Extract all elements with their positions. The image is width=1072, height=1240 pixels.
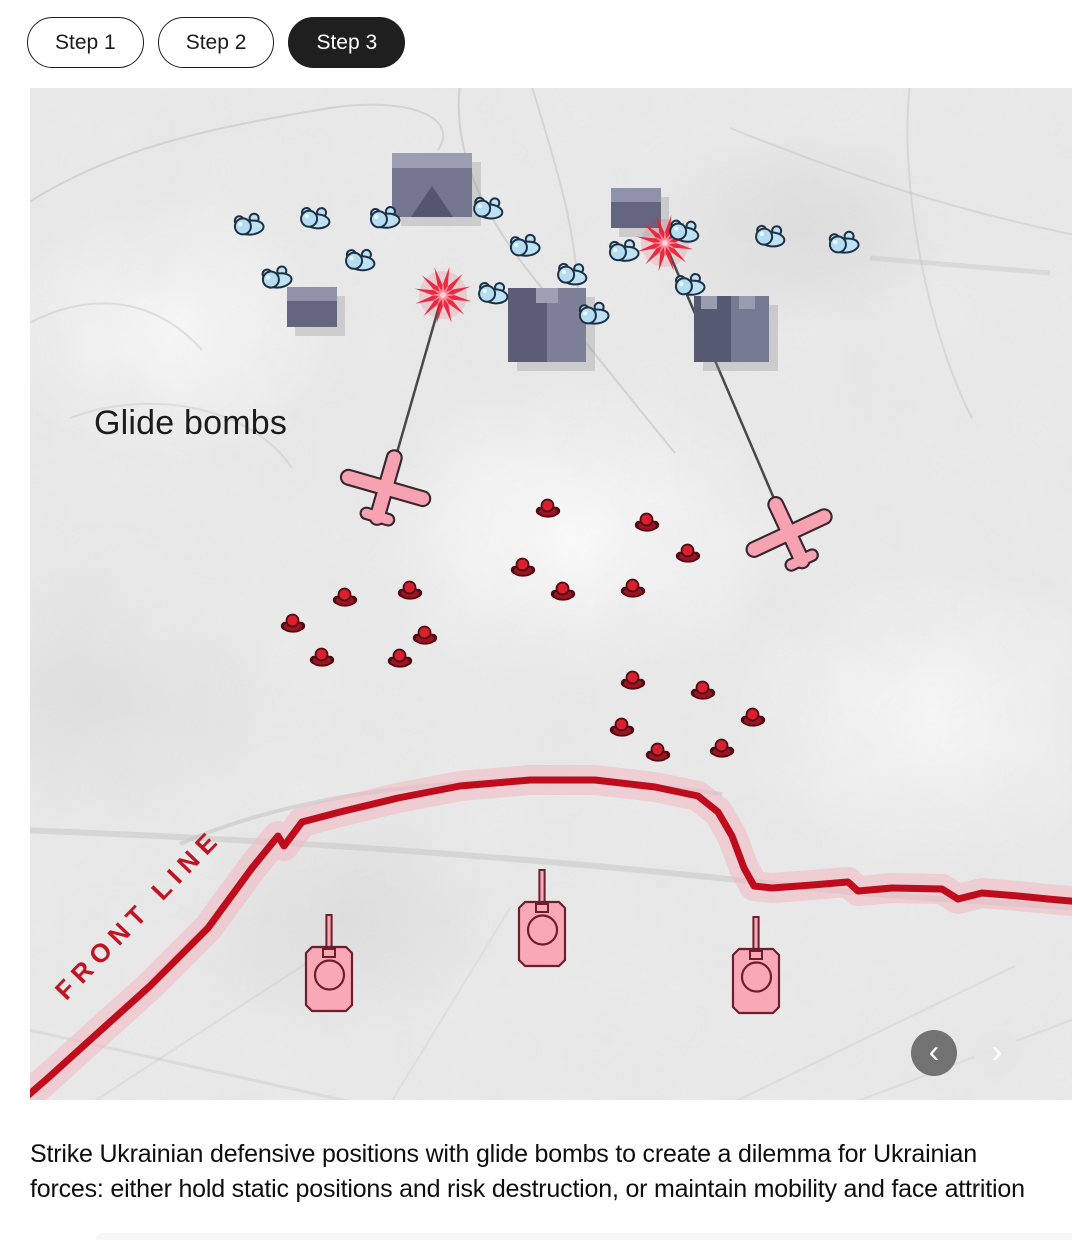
step-1-button[interactable]: Step 1: [27, 17, 144, 68]
building: [392, 153, 481, 226]
front-line-label: FRONT LINE: [48, 822, 228, 1006]
step-selector: [27, 17, 405, 68]
next-figure-peek: [96, 1233, 1072, 1240]
map-graphic: [30, 88, 1072, 1100]
chevron-right-icon: ›: [991, 1033, 1003, 1069]
building: [508, 288, 595, 371]
caption: Strike Ukrainian defensive positions with glide bombs to create a dilemma for Ukrainian forces: either hold static positions and risk destruction, or maintain mobility and face attrition: [30, 1140, 1025, 1203]
glide-bombs-label: Glide bombs: [94, 404, 288, 442]
carousel-prev-button[interactable]: [911, 1030, 957, 1076]
building: [287, 287, 345, 336]
carousel-next-button[interactable]: [974, 1030, 1020, 1076]
map: [30, 88, 1072, 1100]
building: [694, 296, 778, 371]
step-3-button[interactable]: Step 3: [288, 17, 405, 68]
chevron-left-icon: ‹: [928, 1033, 940, 1069]
step-2-button[interactable]: Step 2: [158, 17, 275, 68]
